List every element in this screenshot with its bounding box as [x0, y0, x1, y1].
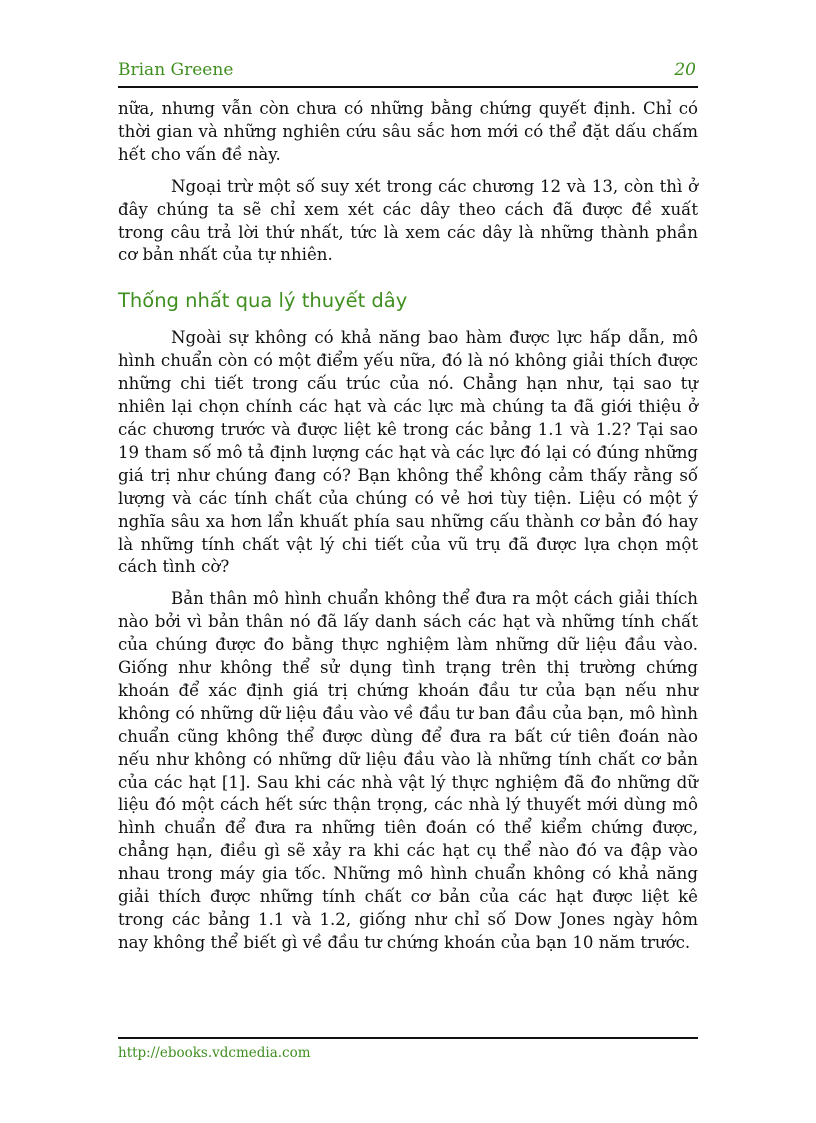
paragraph-continued: nữa, nhưng vẫn còn chưa có những bằng chứng quyết định. Chỉ có thời gian và những nghiên cứu sâu sắc hơn mới có thể đặt dấu chấm hết cho vấn đề này. [118, 99, 698, 164]
header-author: Brian Greene [118, 60, 234, 80]
paragraph: Bản thân mô hình chuẩn không thể đưa ra một cách giải thích nào bởi vì bản thân nó đã lấy danh sách các hạt và những tính chất của chúng được đo bằng thực nghiệm làm những dữ liệu đầu vào. Giống như không thể sử dụng tình trạng trên thị trường chứng khoán để xác định giá trị chứng khoán đầu tư của bạn nếu như không có những dữ liệu đầu vào về đầu tư ban đầu của bạn, mô hình chuẩn cũng không thể được dùng để đưa ra bất cứ tiên đoán nào nếu như không có những dữ liệu đầu vào là những tính chất cơ bản của các hạt [1]. Sau khi các nhà vật lý thực nghiệm đã đo những dữ liệu đó một cách hết sức thận trọng, các nhà lý thuyết mới dùng mô hình chuẩn để đưa ra những tiên đoán có thể kiểm chứng được, chẳng hạn, điều gì sẽ xảy ra khi các hạt cụ thể nào đó va đập vào nhau trong máy gia tốc. Những mô hình chuẩn không có khả năng giải thích được những tính chất cơ bản của các hạt được liệt kê trong các bảng 1.1 và 1.2, giống như chỉ số Dow Jones ngày hôm nay không thể biết gì về đầu tư chứng khoán của bạn 10 năm trước. [118, 589, 698, 952]
paragraph: Ngoài sự không có khả năng bao hàm được lực hấp dẫn, mô hình chuẩn còn có một điểm yếu nữa, đó là nó không giải thích được những chi tiết trong cấu trúc của nó. Chẳng hạn như, tại sao tự nhiên lại chọn chính các hạt và các lực mà chúng ta đã giới thiệu ở các chương trước và được liệt kê trong các bảng 1.1 và 1.2? Tại sao 19 tham số mô tả định lượng các hạt và các lực đó lại có đúng những giá trị như chúng đang có? Bạn không thể không cảm thấy rằng số lượng và các tính chất của chúng có vẻ hơi tùy tiện. Liệu có một ý nghĩa sâu xa hơn lẩn khuất phía sau những cấu thành cơ bản đó hay là những tính chất vật lý chi tiết của vũ trụ đã được lựa chọn một cách tình cờ? [118, 328, 698, 577]
header-rule [118, 86, 698, 88]
page-header [118, 60, 698, 86]
section-title: Thống nhất qua lý thuyết dây [118, 289, 408, 313]
footer-url[interactable]: http://ebooks.vdcmedia.com [118, 1045, 311, 1061]
paragraph: Ngoại trừ một số suy xét trong các chương 12 và 13, còn thì ở đây chúng ta sẽ chỉ xem xét các dây theo cách đã được đề xuất trong câu trả lời thứ nhất, tức là xem các dây là những thành phần cơ bản nhất của tự nhiên. [118, 176, 698, 265]
page-number: 20 [674, 60, 696, 80]
page-content [118, 98, 698, 964]
footer-rule [118, 1037, 698, 1039]
